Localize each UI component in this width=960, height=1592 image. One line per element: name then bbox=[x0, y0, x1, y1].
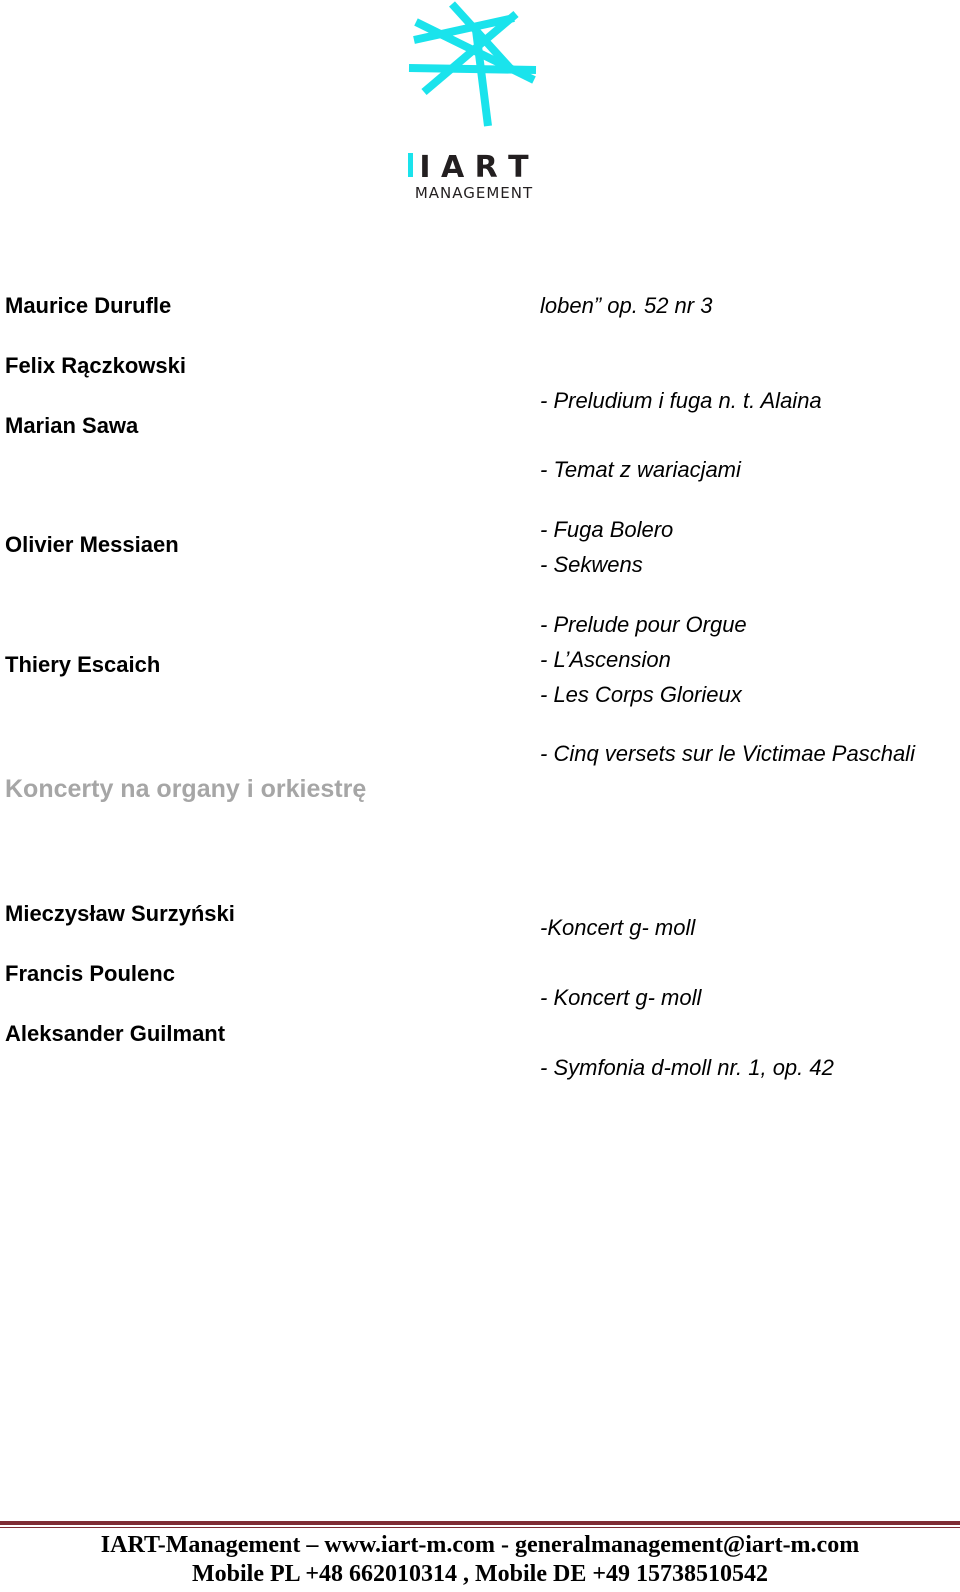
composer-name: Francis Poulenc bbox=[5, 961, 175, 986]
logo-brand-text: I A R T bbox=[419, 150, 529, 185]
composer-name: Marian Sawa bbox=[5, 413, 139, 438]
section-heading: Koncerty na organy i orkiestrę bbox=[5, 775, 367, 803]
iart-logo bbox=[404, 0, 554, 210]
work-title: - Preludium i fuga n. t. Alaina bbox=[540, 388, 822, 413]
footer-contact: IART-Management – www.iart-m.com - generalmanagement@iart-m.com bbox=[100, 1532, 860, 1558]
work-title: - Cinq versets sur le Victimae Paschali bbox=[540, 741, 915, 766]
footer-rule-thin bbox=[0, 1527, 960, 1528]
work-title: - Temat z wariacjami bbox=[540, 457, 741, 482]
composer-name: Maurice Durufle bbox=[5, 293, 172, 318]
work-title: - Fuga Bolero bbox=[540, 517, 674, 542]
footer-phones: Mobile PL +48 662010314 , Mobile DE +49 15738510542 bbox=[191, 1561, 768, 1587]
composer-name: Mieczysław Surzyński bbox=[5, 901, 235, 926]
logo-accent-bar bbox=[408, 153, 413, 177]
composer-name: Olivier Messiaen bbox=[5, 532, 179, 557]
composer-name: Aleksander Guilmant bbox=[5, 1021, 226, 1046]
composer-name: Felix Rączkowski bbox=[5, 353, 186, 378]
work-title: - Les Corps Glorieux bbox=[540, 682, 742, 707]
work-title: -Koncert g- moll bbox=[540, 915, 696, 940]
work-title: loben” op. 52 nr 3 bbox=[540, 293, 713, 318]
logo-graphic bbox=[404, 0, 554, 210]
footer-rule bbox=[0, 1521, 960, 1525]
work-title: - Prelude pour Orgue bbox=[540, 612, 747, 637]
logo-star-icon bbox=[409, 4, 536, 126]
work-title: - L’Ascension bbox=[540, 647, 671, 672]
work-title: - Koncert g- moll bbox=[540, 985, 702, 1010]
work-title: - Symfonia d-moll nr. 1, op. 42 bbox=[540, 1055, 834, 1080]
composer-name: Thiery Escaich bbox=[5, 652, 161, 677]
work-title: - Sekwens bbox=[540, 552, 643, 577]
logo-tagline: MANAGEMENT bbox=[414, 184, 534, 202]
